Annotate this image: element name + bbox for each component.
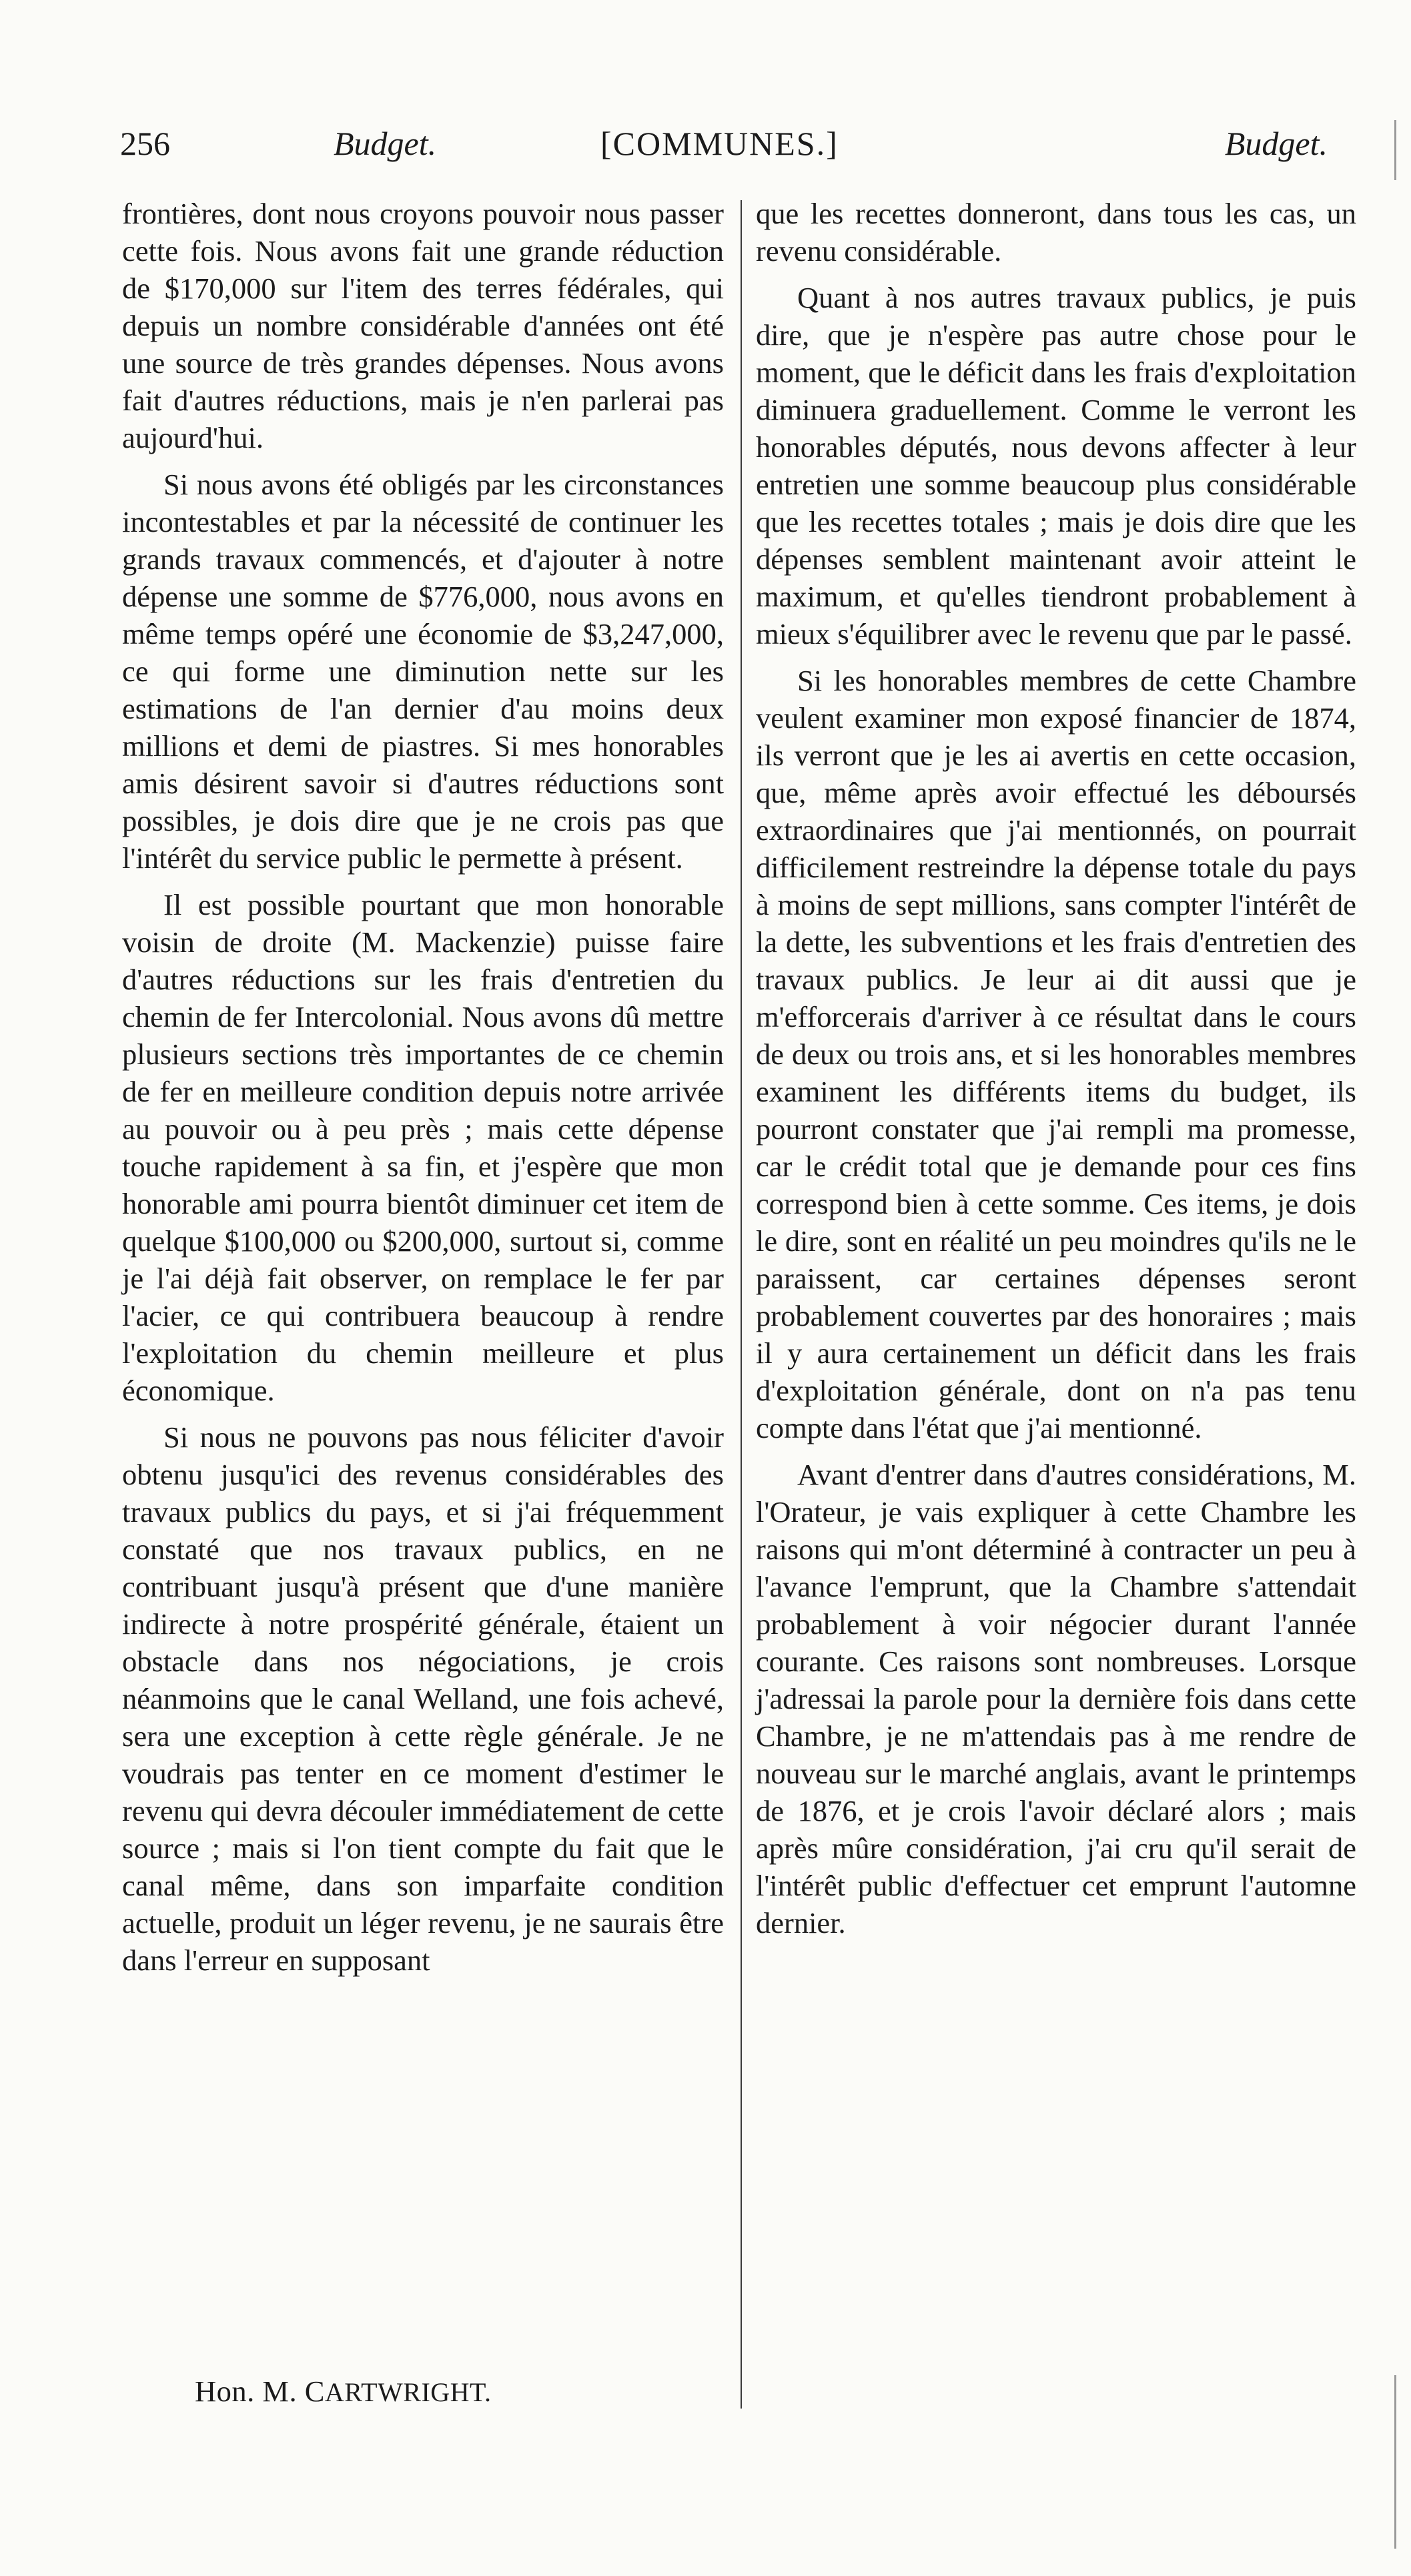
paragraph: Si nous avons été obligés par les circonstances incontestables et par la nécessité de continuer les grands travaux commencés, et d'ajouter à notre dépense une somme de $776,000, nous avons en même temps opéré une économie de $3,247,000, ce qui forme une diminution nette sur les estimations de l'an dernier d'au moins deux millions et demi de piastres. Si mes honorables amis désirent savoir si d'autres réductions sont possibles, je dois dire que je ne crois pas que l'intérêt du service public le permette à présent. xyxy=(122,468,724,875)
column-divider xyxy=(741,200,742,2409)
scan-edge-mark xyxy=(1394,120,1396,180)
speaker-name-rest: ARTWRIGHT. xyxy=(324,2377,492,2407)
paragraph: frontières, dont nous croyons pouvoir nous passer cette fois. Nous avons fait une grande réduction de $170,000 sur l'item des terres fédérales, qui depuis un nombre considérable d'années ont été une source de très grandes dépenses. Nous avons fait d'autres réductions, mais je n'en parlerai pas aujourd'hui. xyxy=(122,197,724,454)
page-number: 256 xyxy=(120,125,170,162)
paragraph: Il est possible pourtant que mon honorable voisin de droite (M. Mackenzie) puisse faire d'autres réductions sur les frais d'entretien du chemin de fer Intercolonial. Nous avons dû mettre plusieurs sections très importantes de ce chemin de fer en meilleure condition depuis notre arrivée au pouvoir ou à peu près ; mais cette dépense touche rapidement à sa fin, et j'espère que mon honorable ami pourra bientôt diminuer cet item de quelque $100,000 ou $200,000, surtout si, comme je l'ai déjà fait observer, on remplace le fer par l'acier, ce qui contribuera beaucoup à rendre l'exploitation du chemin meilleure et plus économique. xyxy=(122,888,724,1407)
page-header xyxy=(120,117,1328,170)
right-column xyxy=(756,195,1356,1951)
left-column xyxy=(122,195,724,1988)
paragraph: Quant à nos autres travaux publics, je puis dire, que je n'espère pas autre chose pour le moment, que le déficit dans les frais d'exploitation diminuera graduellement. Comme le verront les honorables députés, nous devons affecter à leur entretien une somme beaucoup plus considérable que les recettes totales ; mais je dois dire que les dépenses semblent maintenant avoir atteint le maximum, et qu'elles tiendront probablement à mieux s'équilibrer avec le revenu que par le passé. xyxy=(756,281,1356,651)
running-title-left: Budget. xyxy=(334,125,437,162)
speaker-prefix: Hon. M. xyxy=(195,2375,298,2408)
speaker-name-initial: C xyxy=(304,2375,325,2408)
running-title-right: Budget. xyxy=(1224,125,1328,162)
paragraph: que les recettes donneront, dans tous les cas, un revenu considérable. xyxy=(756,197,1356,268)
speaker-label xyxy=(195,2373,492,2411)
paragraph: Avant d'entrer dans d'autres considérations, M. l'Orateur, je vais expliquer à cette Chambre les raisons qui m'ont déterminé à contracter un peu à l'avance l'emprunt, que la Chambre s'attendait probablement à voir négocier durant l'année courante. Ces raisons sont nombreuses. Lorsque j'adressai la parole pour la dernière fois dans cette Chambre, je ne m'attendais pas à me rendre de nouveau sur le marché anglais, avant le printemps de 1876, et je crois l'avoir déclaré alors ; mais après mûre considération, j'ai cru qu'il serait de l'intérêt public d'effectuer cet emprunt l'automne dernier. xyxy=(756,1458,1356,1940)
running-title-center: [COMMUNES.] xyxy=(600,125,839,162)
scan-edge-mark xyxy=(1394,2375,1396,2549)
paragraph: Si nous ne pouvons pas nous féliciter d'avoir obtenu jusqu'ici des revenus considérables des travaux publics du pays, et si j'ai fréquemment constaté que nos travaux publics, en ne contribuant jusqu'à présent que d'une manière indirecte à notre prospérité générale, étaient un obstacle dans nos négociations, je crois néanmoins que le canal Welland, une fois achevé, sera une exception à cette règle générale. Je ne voudrais pas tenter en ce moment d'estimer le revenu qui devra découler immédiatement de cette source ; mais si l'on tient compte du fait que le canal même, dans son imparfaite condition actuelle, produit un léger revenu, je ne saurais être dans l'erreur en supposant xyxy=(122,1420,724,1977)
paragraph: Si les honorables membres de cette Chambre veulent examiner mon exposé financier de 1874, ils verront que je les ai avertis en cette occasion, que, même après avoir effectué les déboursés extraordinaires que j'ai mentionnés, on pourrait difficilement restreindre la dépense totale du pays à moins de sept millions, sans compter l'intérêt de la dette, les subventions et les frais d'entretien des travaux publics. Je leur ai dit aussi que je m'efforcerais d'arriver à ce résultat dans le cours de deux ou trois ans, et si les honorables membres examinent les différents items du budget, ils pourront constater que j'ai rempli ma promesse, car le crédit total que je demande pour ces fins correspond bien à cette somme. Ces items, je dois le dire, sont en réalité un peu moindres qu'ils ne le paraissent, car certaines dépenses seront probablement couvertes par des honoraires ; mais il y aura certainement un déficit dans les frais d'exploitation générale, dont on n'a pas tenu compte dans l'état que j'ai mentionné. xyxy=(756,664,1356,1444)
